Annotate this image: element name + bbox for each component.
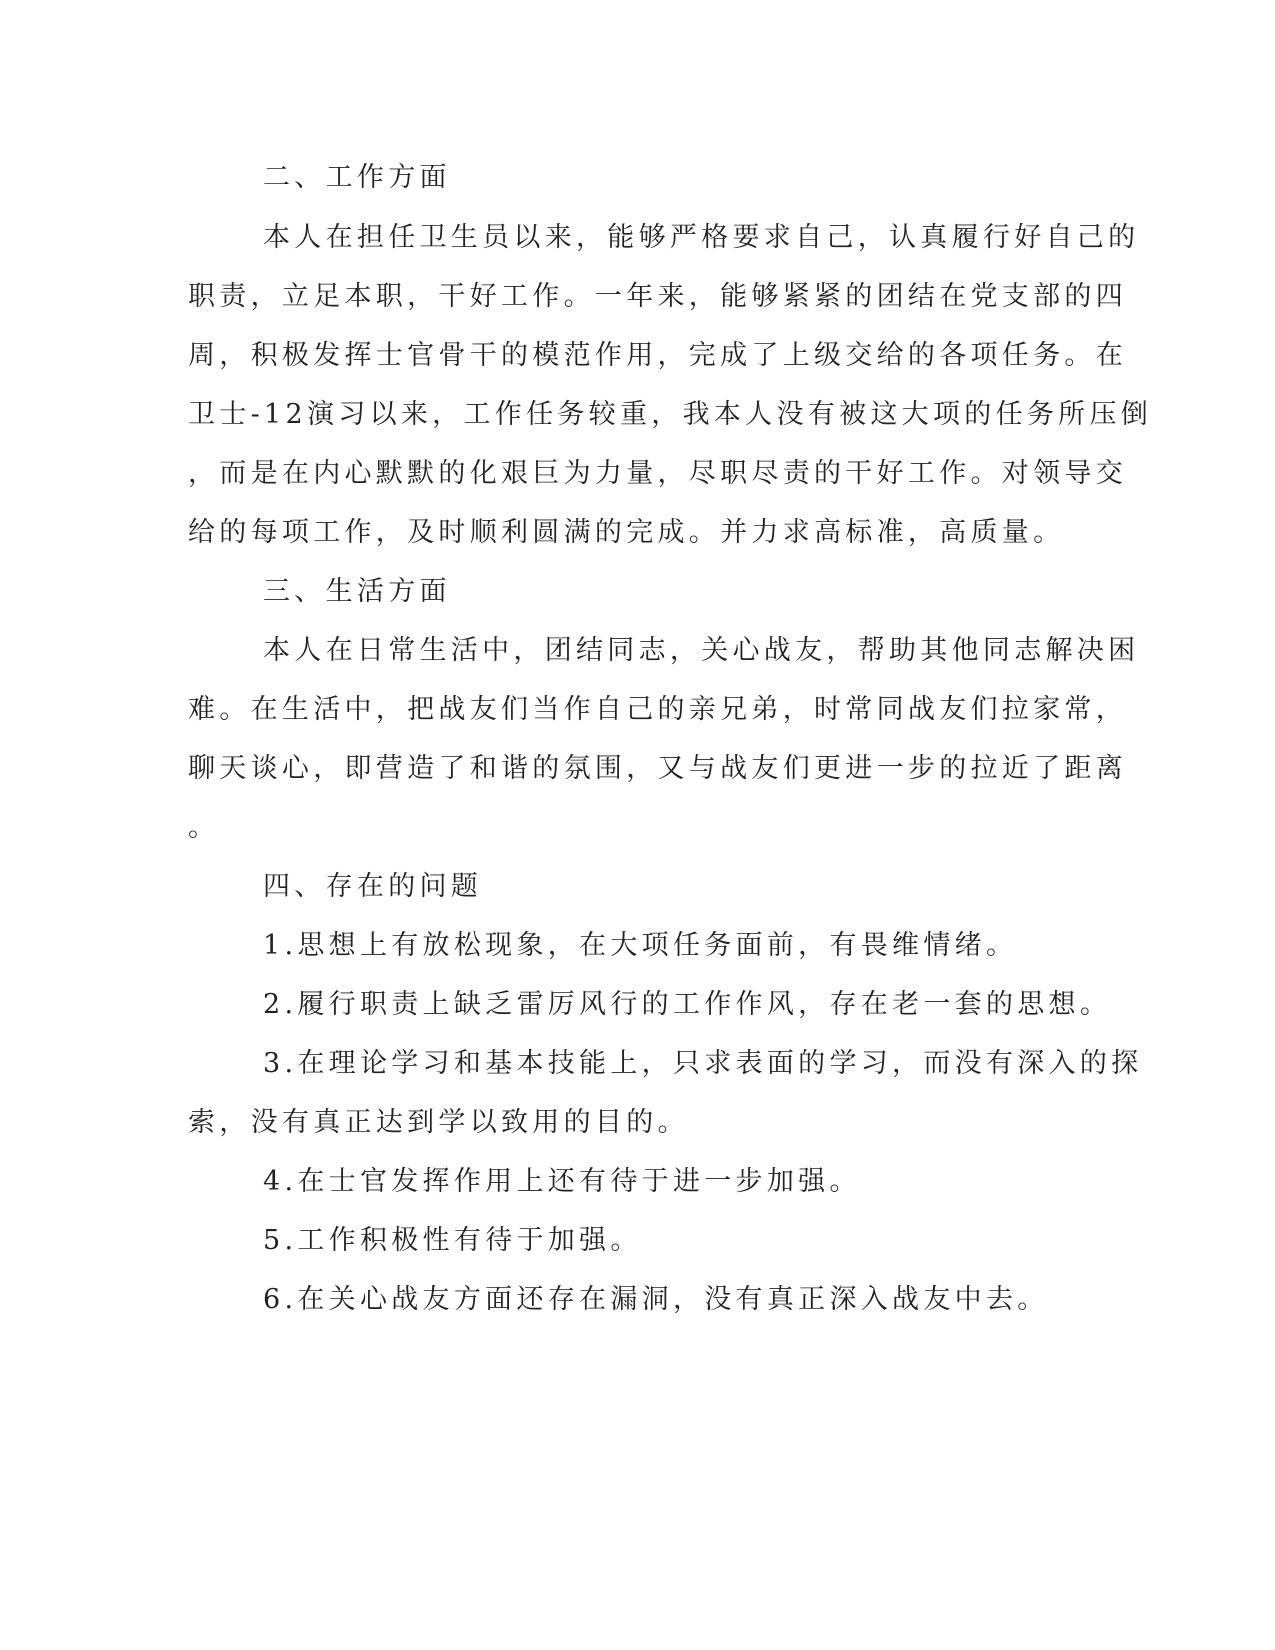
paragraph-line: ，而是在内心默默的化艰巨为力量，尽职尽责的干好工作。对领导交 (188, 458, 1127, 489)
paragraph-line: 周，积极发挥士官骨干的模范作用，完成了上级交给的各项任务。在 (188, 340, 1127, 371)
list-item: 2.履行职责上缺乏雷厉风行的工作作风，存在老一套的思想。 (263, 989, 1112, 1020)
paragraph-line: 。 (188, 812, 220, 843)
list-item: 6.在关心战友方面还存在漏洞，没有真正深入战友中去。 (263, 1284, 1049, 1315)
paragraph-line: 给的每项工作，及时顺利圆满的完成。并力求高标准，高质量。 (188, 517, 1065, 548)
list-item: 3.在理论学习和基本技能上，只求表面的学习，而没有深入的探 (263, 1048, 1143, 1079)
list-item: 4.在士官发挥作用上还有待于进一步加强。 (263, 1166, 861, 1197)
paragraph-line: 聊天谈心，即营造了和谐的氛围，又与战友们更进一步的拉近了距离 (188, 753, 1127, 784)
paragraph-line: 卫士-12演习以来，工作任务较重，我本人没有被这大项的任务所压倒 (188, 399, 1153, 430)
section-heading-problems: 四、存在的问题 (263, 871, 483, 902)
paragraph-line: 本人在担任卫生员以来，能够严格要求自己，认真履行好自己的 (263, 222, 1140, 253)
list-item: 1.思想上有放松现象，在大项任务面前，有畏维情绪。 (263, 930, 1018, 961)
paragraph-line: 难。在生活中，把战友们当作自己的亲兄弟，时常同战友们拉家常， (188, 694, 1127, 725)
list-item-continuation: 索，没有真正达到学以致用的目的。 (188, 1107, 689, 1138)
section-heading-work: 二、工作方面 (263, 162, 451, 193)
section-heading-life: 三、生活方面 (263, 576, 451, 607)
paragraph-line: 本人在日常生活中，团结同志，关心战友，帮助其他同志解决困 (263, 635, 1140, 666)
list-item: 5.工作积极性有待于加强。 (263, 1225, 642, 1256)
paragraph-line: 职责，立足本职，干好工作。一年来，能够紧紧的团结在党支部的四 (188, 281, 1127, 312)
